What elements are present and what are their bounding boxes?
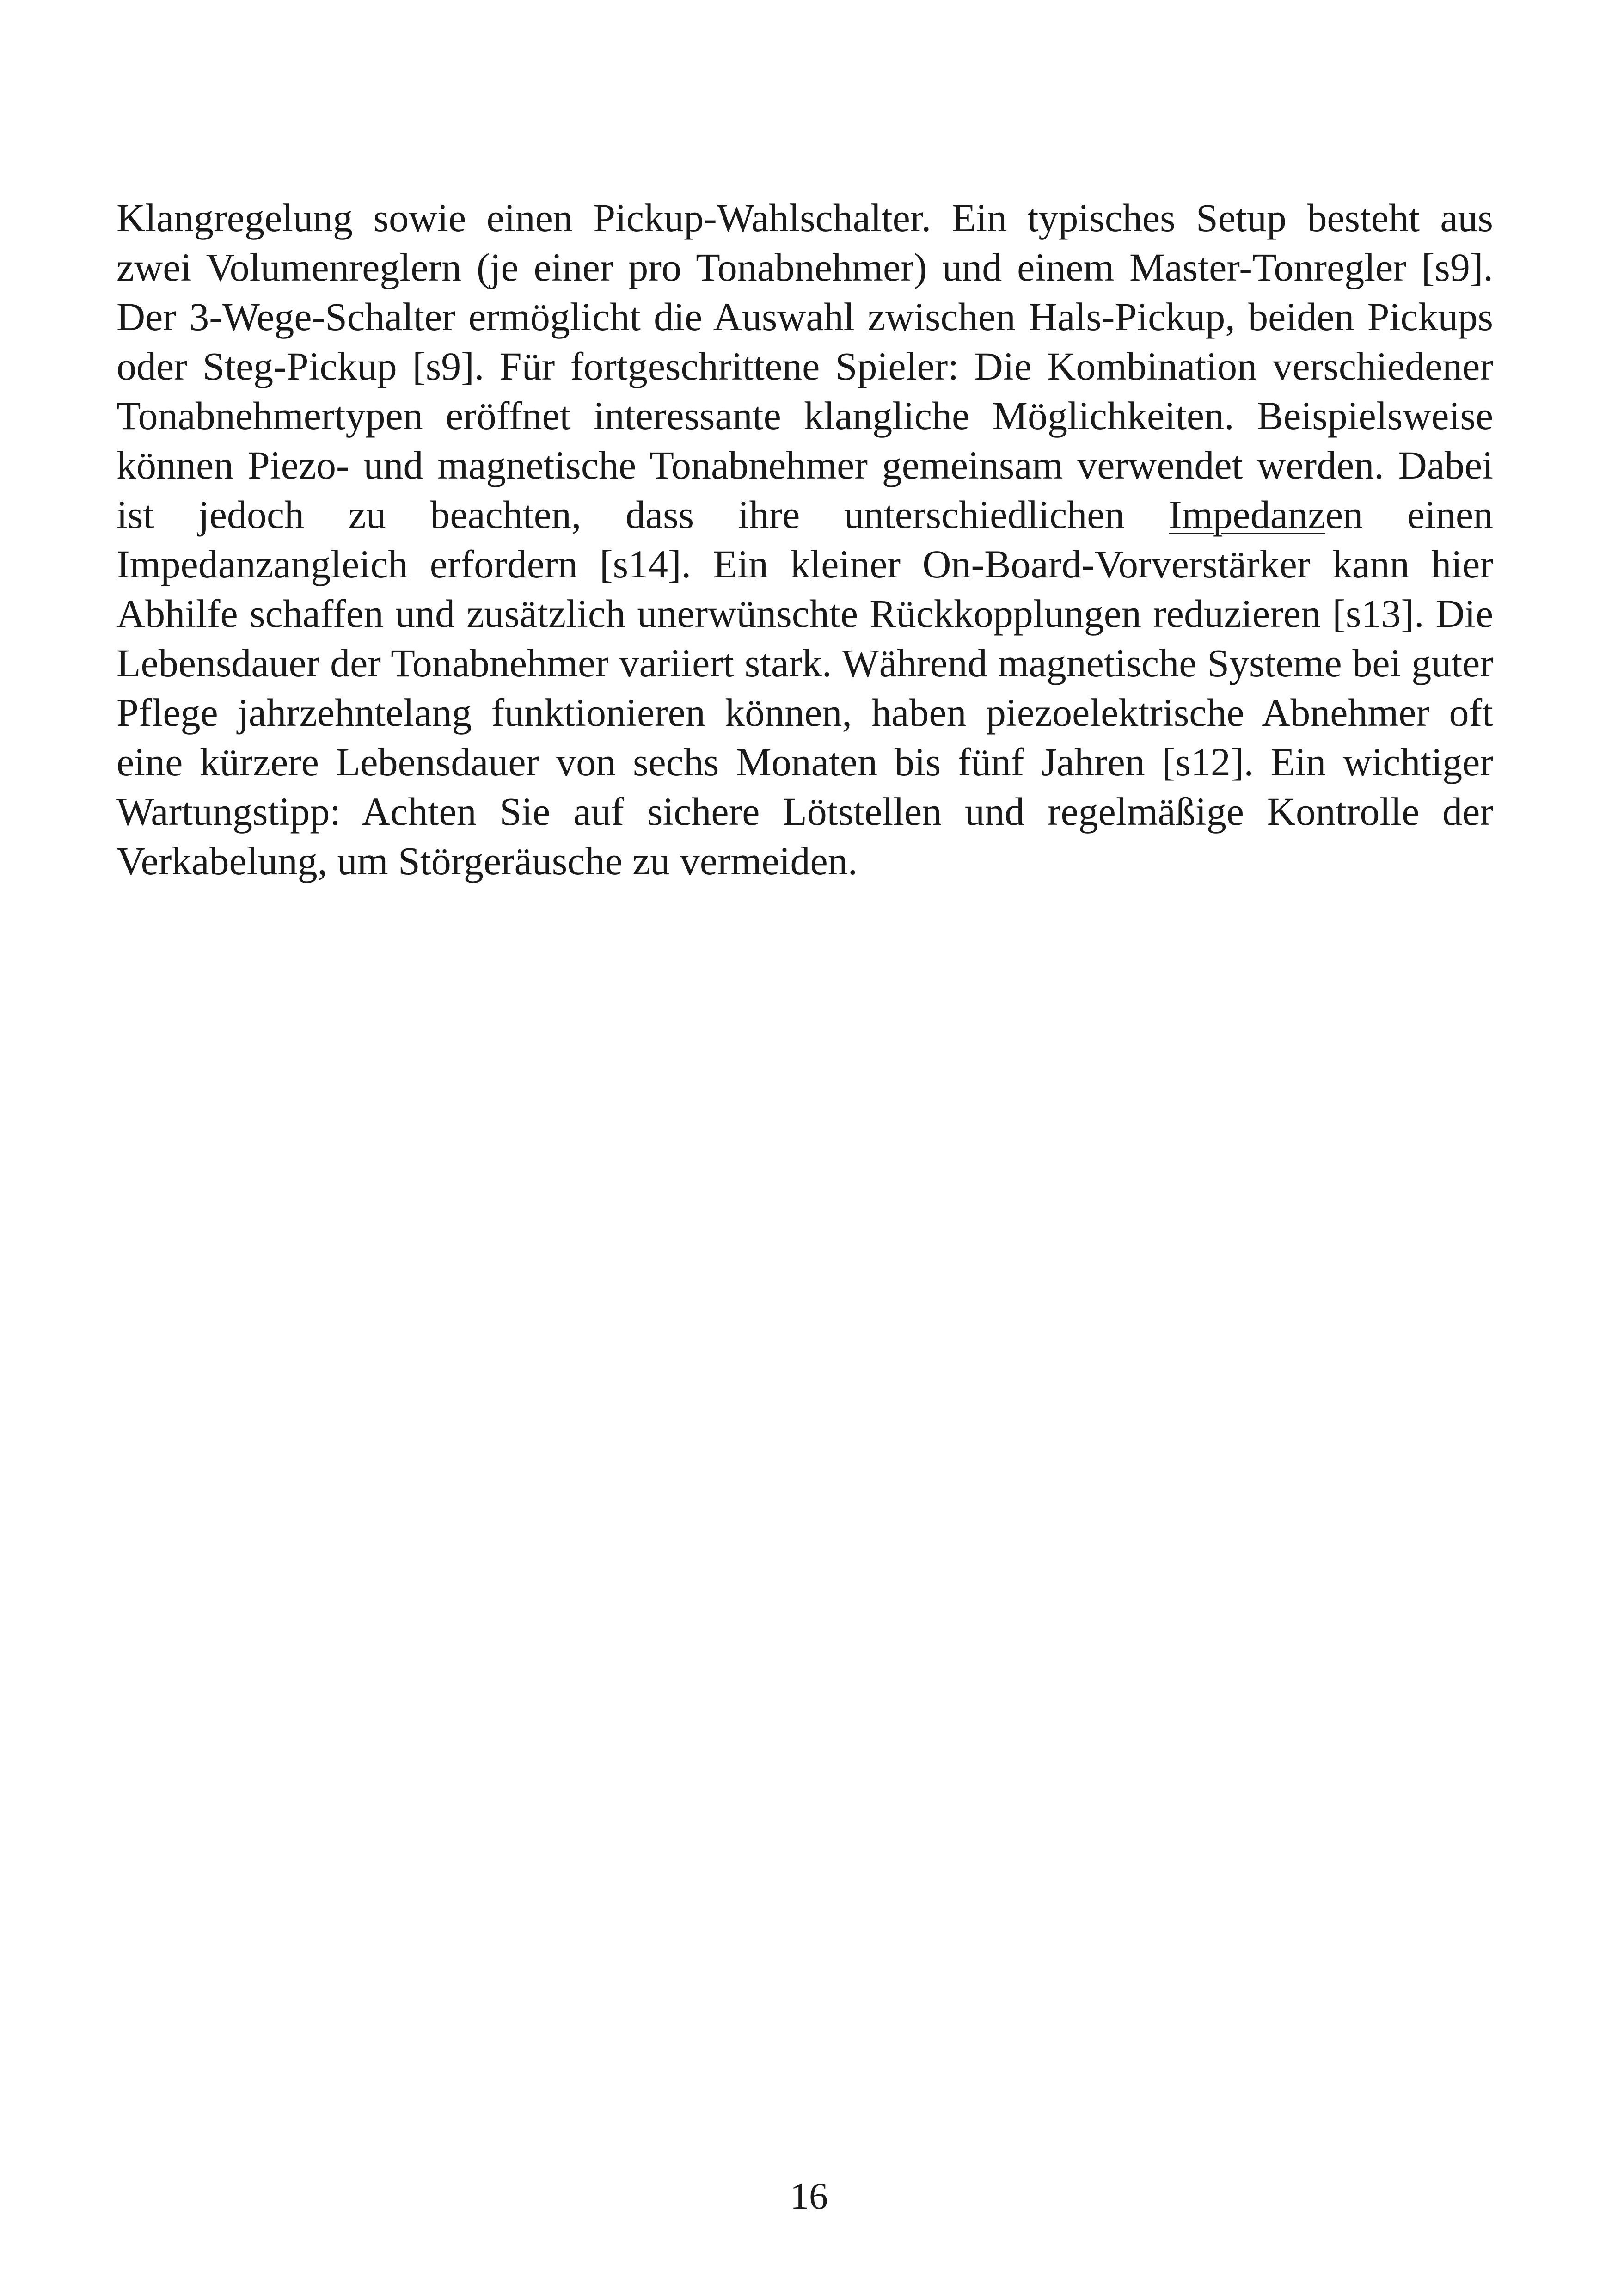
impedanz-link[interactable]: Impedanz <box>1168 492 1326 537</box>
paragraph-text-start: Klangregelung sowie einen Pickup-Wahlschalter. Ein typisches Setup besteht aus zwei Volumenreglern (je einer pro Tonabnehmer) und einem Master-Tonregler [s9]. Der 3-Wege-Schalter ermöglicht die Auswahl zwischen Hals-Pickup, beiden Pickups oder Steg-Pickup [s9]. Für fortgeschrittene Spieler: Die Kombination verschiedener Tonabnehmertypen eröffnet interessante klangliche Möglichkeiten. Beispielsweise können Piezo- und magnetische Tonabnehmer gemeinsam verwendet werden. Dabei ist jedoch zu beachten, dass ihre unterschiedlichen <box>116 196 1493 537</box>
body-paragraph <box>116 193 1493 886</box>
page-number: 16 <box>790 2175 828 2217</box>
paragraph-text-end: en einen Impedanzangleich erfordern [s14]. Ein kleiner On-Board-Vorverstärker kann hier Abhilfe schaffen und zusätzlich unerwünschte Rückkopplungen reduzieren [s13]. Die Lebensdauer der Tonabnehmer variiert stark. Während magnetische Systeme bei guter Pflege jahrzehntelang funktionieren können, haben piezoelektrische Abnehmer oft eine kürzere Lebensdauer von sechs Monaten bis fünf Jahren [s12]. Ein wichtiger Wartungstipp: Achten Sie auf sichere Lötstellen und regelmäßige Kontrolle der Verkabelung, um Störgeräusche zu vermeiden. <box>116 492 1493 883</box>
